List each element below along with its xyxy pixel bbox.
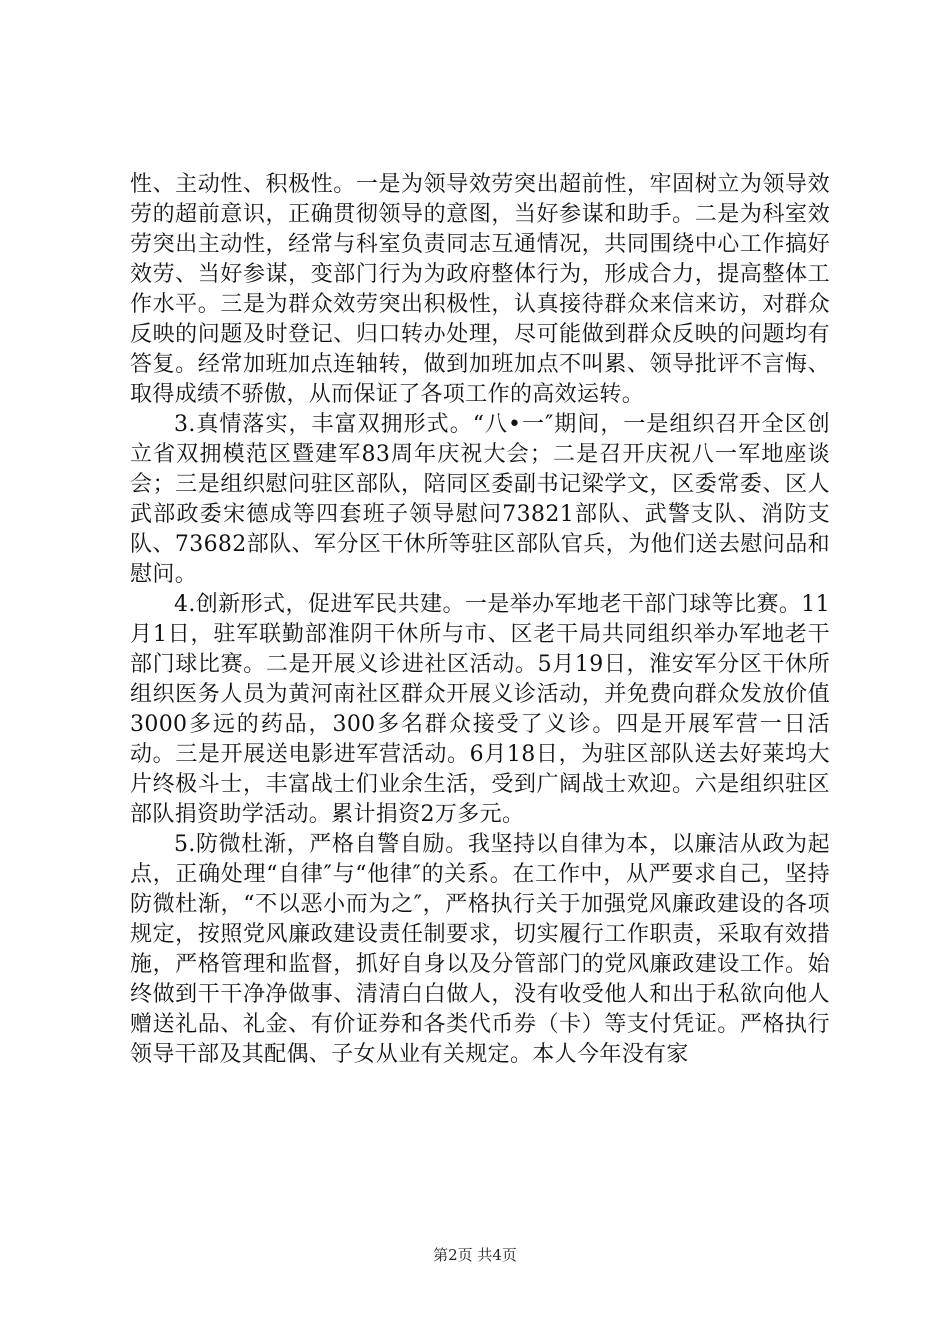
paragraph-item-3: 3.真情落实，丰富双拥形式。“八•一″期间，一是组织召开全区创立省双拥模范区暨建军83周年庆祝大会；二是召开庆祝八一军地座谈会；三是组织慰问驻区部队，陪同区委副书记梁学文，区委常委、区人武部政委宋德成等四套班子领导慰问73821部队、武警支队、消防支队、73682部队、军分区干休所等驻区部队官兵，为他们送去慰问品和慰问。	[130, 412, 830, 587]
paragraph-item-5: 5.防微杜渐，严格自警自励。我坚持以自律为本，以廉洁从政为起点，正确处理“自律″与“他律″的关系。在工作中，从严要求自己，坚持防微杜渐，“不以恶小而为之″，严格执行关于加强党风廉政建设的各项规定，按照党风廉政建设责任制要求，切实履行工作职责，采取有效措施，严格管理和监督，抓好自身以及分管部门的党风廉政建设工作。始终做到干干净净做事、清清白白做人，没有收受他人和出于私欲向他人赠送礼品、礼金、有价证券和各类代币券（卡）等支付凭证。严格执行领导干部及其配偶、子女从业有关规定。本人今年没有家	[130, 832, 830, 1067]
page-number-footer: 第2页 共4页	[433, 1246, 517, 1264]
document-body	[130, 170, 830, 1070]
paragraph-item-4: 4.创新形式，促进军民共建。一是举办军地老干部门球等比赛。11月1日，驻军联勤部淮阴干休所与市、区老干局共同组织举办军地老干部门球比赛。二是开展义诊进社区活动。5月19日，淮安军分区干休所组织医务人员为黄河南社区群众开展义诊活动，并免费向群众发放价值3000多远的药品，300多名群众接受了义诊。四是开展军营一日活动。三是开展送电影进军营活动。6月18日，为驻区部队送去好莱坞大片终极斗士，丰富战士们业余生活，受到广阔战士欢迎。六是组织驻区部队捐资助学活动。累计捐资2万多元。	[130, 592, 830, 827]
paragraph-continuation: 性、主动性、积极性。一是为领导效劳突出超前性，牢固树立为领导效劳的超前意识，正确贯彻领导的意图，当好参谋和助手。二是为科室效劳突出主动性，经常与科室负责同志互通情况，共同围绕中心工作搞好效劳、当好参谋，变部门行为为政府整体行为，形成合力，提高整体工作水平。三是为群众效劳突出积极性，认真接待群众来信来访，对群众反映的问题及时登记、归口转办处理，尽可能做到群众反映的问题均有答复。经常加班加点连轴转，做到加班加点不叫累、领导批评不言悔、取得成绩不骄傲，从而保证了各项工作的高效运转。	[130, 172, 830, 407]
